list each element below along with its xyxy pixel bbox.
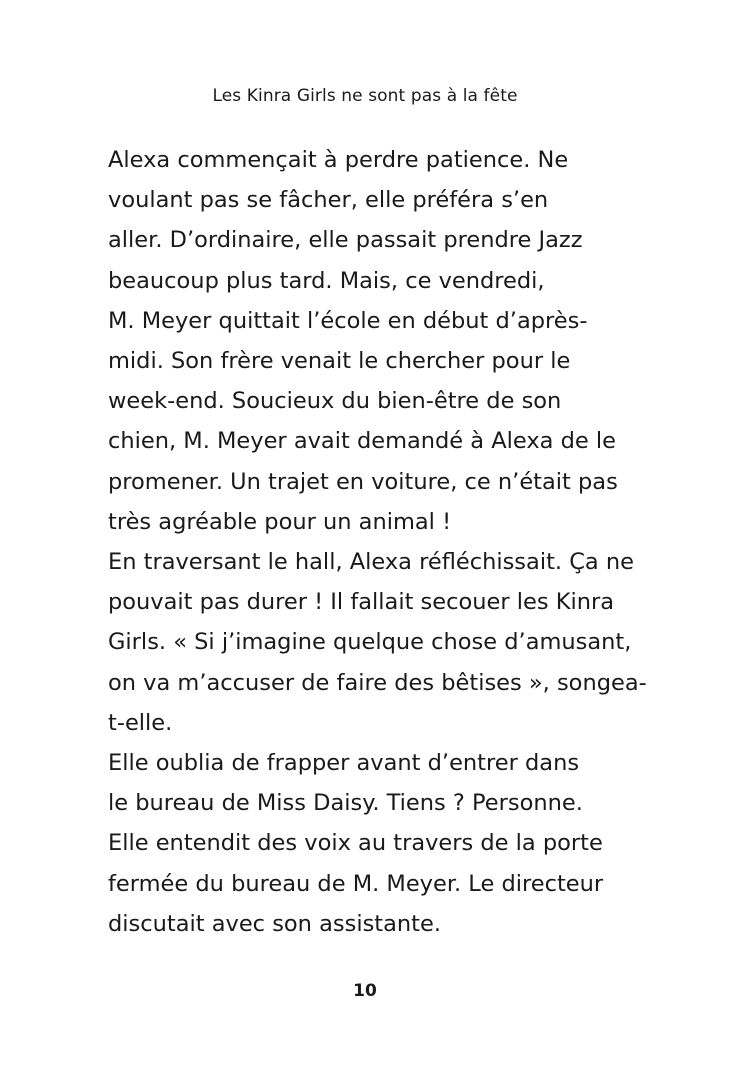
text-line: très agréable pour un animal ! — [108, 508, 452, 535]
text-line: week-end. Soucieux du bien-être de son — [108, 388, 562, 415]
text-line: promener. Un trajet en voiture, ce n’était pas — [108, 468, 618, 495]
page-number: 10 — [353, 981, 377, 1001]
text-line: Alexa commençait à perdre patience. Ne — [108, 147, 569, 173]
text-line: on va m’accuser de faire des bêtises », songea- — [108, 669, 647, 696]
text-line: beaucoup plus tard. Mais, ce vendredi, — [108, 267, 545, 294]
text-line: le bureau de Miss Daisy. Tiens ? Personne. — [108, 790, 583, 817]
text-line: M. Meyer quittait l’école en début d’après- — [108, 307, 588, 334]
text-line: discutait avec son assistante. — [108, 910, 441, 937]
text-line: fermée du bureau de M. Meyer. Le directeur — [108, 870, 604, 897]
text-line: chien, M. Meyer avait demandé à Alexa de le — [108, 428, 616, 455]
text-line: Elle oublia de frapper avant d’entrer dans — [108, 750, 580, 777]
text-line: pouvait pas durer ! Il fallait secouer les Kinra — [108, 589, 615, 616]
text-line: aller. D’ordinaire, elle passait prendre Jazz — [108, 227, 583, 254]
text-line: t-elle. — [108, 709, 173, 736]
text-line: voulant pas se fâcher, elle préféra s’en — [108, 187, 549, 214]
text-line: En traversant le hall, Alexa réfléchissait. Ça ne — [108, 549, 634, 576]
body-text — [108, 140, 648, 944]
text-line: Girls. « Si j’imagine quelque chose d’amusant, — [108, 629, 632, 656]
text-line: midi. Son frère venait le chercher pour le — [108, 348, 571, 375]
running-header: Les Kinra Girls ne sont pas à la fête — [212, 86, 518, 106]
text-line: Elle entendit des voix au travers de la porte — [108, 830, 603, 857]
